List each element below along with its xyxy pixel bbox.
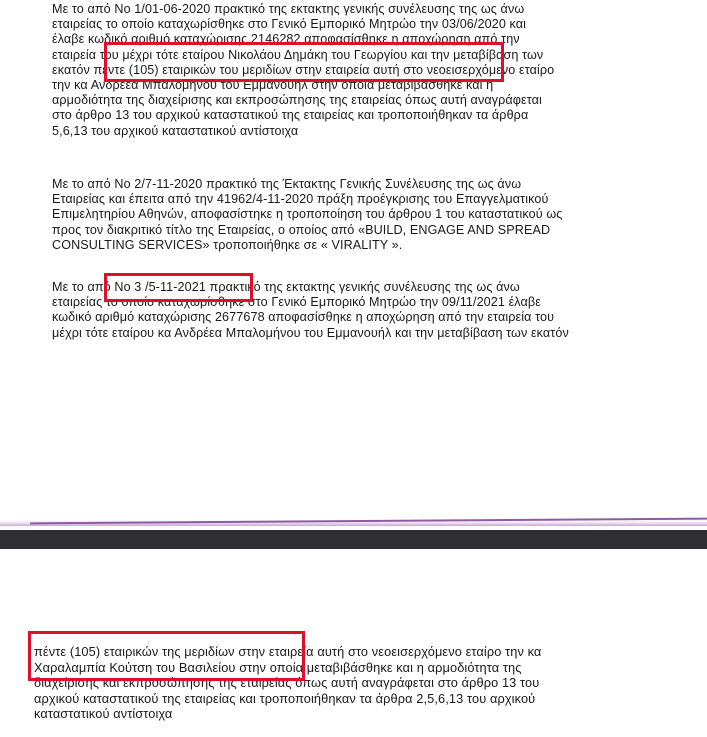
paragraph-meeting-3: Με το από Νο 3 /5-11-2021 πρακτικό της εκτακτης γενικής συνέλευσης της ως άνω εταιρείας το οποίο καταχωρίσθηκε στο Γενικό Εμπορικό Μητρώο την 09/11/2021 έλαβε κωδικό αριθμό καταχώρισης 2677678 αποφασίσθηκε η αποχώρηση από την εταιρεία του μέχρι τότε εταίρου κα Ανδρέεα Μπαλομήνου του Εμμανουήλ και την μεταβίβαση των εκατόν [52, 280, 569, 340]
paragraph-continuation: πέντε (105) εταιρικών της μεριδίων στην εταιρεία αυτή στο νεοεισερχόμενο εταίρο την κα Χαραλαμπία Κούτση του Βασιλείου στην οποία μεταβιβάσθηκε και η αρμοδιότητα της διαχείρισης και εκπροσώπησης της εταιρείας όπως αυτή αναγράφεται στο άρθρο 13 του αρχικού καταστατικού της εταιρείας και τροποποιήθηκαν τα άρθρα 2,5,6,13 του αρχικού καταστατικού αντίστοιχα [34, 644, 542, 722]
paragraph-meeting-2: Με το από Νο 2/7-11-2020 πρακτικό της Έκτακτης Γενικής Συνέλευσης της ως άνω Εταιρείας και έπειτα από την 41962/4-11-2020 πράξη προέγκρισης του Επαγγελματικού Επιμελητηρίου Αθηνών, αποφασίστηκε η τροποποίηση του άρθρου 1 του καταστατικού ως προς τον διακριτικό τίτλο της Εταιρείας, ο οποίος από «BUILD, ENGAGE AND SPREAD CONSULTING SERVICES» τροποποιήθηκε σε « VIRALITY ». [52, 177, 563, 252]
highlight-box-new-partner [28, 631, 305, 681]
page-divider-bar [0, 530, 707, 549]
highlight-box-minutes-number [104, 273, 253, 302]
highlight-box-former-partner [104, 42, 504, 82]
paragraph-meeting-1: Με το από Νο 1/01-06-2020 πρακτικό της εκτακτης γενικής συνέλευσης της ως άνω εταιρείας το οποίο καταχωρίσθηκε στο Γενικό Εμπορικό Μητρώο την 03/06/2020 και έλαβε κωδικό αριθμό καταχώρισης 2146282 αποφασίσθηκε η αποχώρηση από την εταιρεία του μέχρι τότε εταίρου Νικολάου Δημάκη του Γεωργίου και την μεταβίβαση των εκατόν πέντε (105) εταιρικών του μεριδίων στην εταιρεία αυτή στο νεοεισερχόμενο εταίρο την κα Ανδρέεα Μπαλομήνου του Εμμανουήλ στην οποία μεταβιβάσθηκε και η αρμοδιότητα της διαχείρισης και εκπροσώπησης της εταιρείας όπως αυτή αναγράφεται στο άρθρο 13 του αρχικού καταστατικού της εταιρείας και τροποποιήθηκαν τα άρθρα 5,6,13 του αρχικού καταστατικού αντίστοιχα [52, 2, 555, 138]
